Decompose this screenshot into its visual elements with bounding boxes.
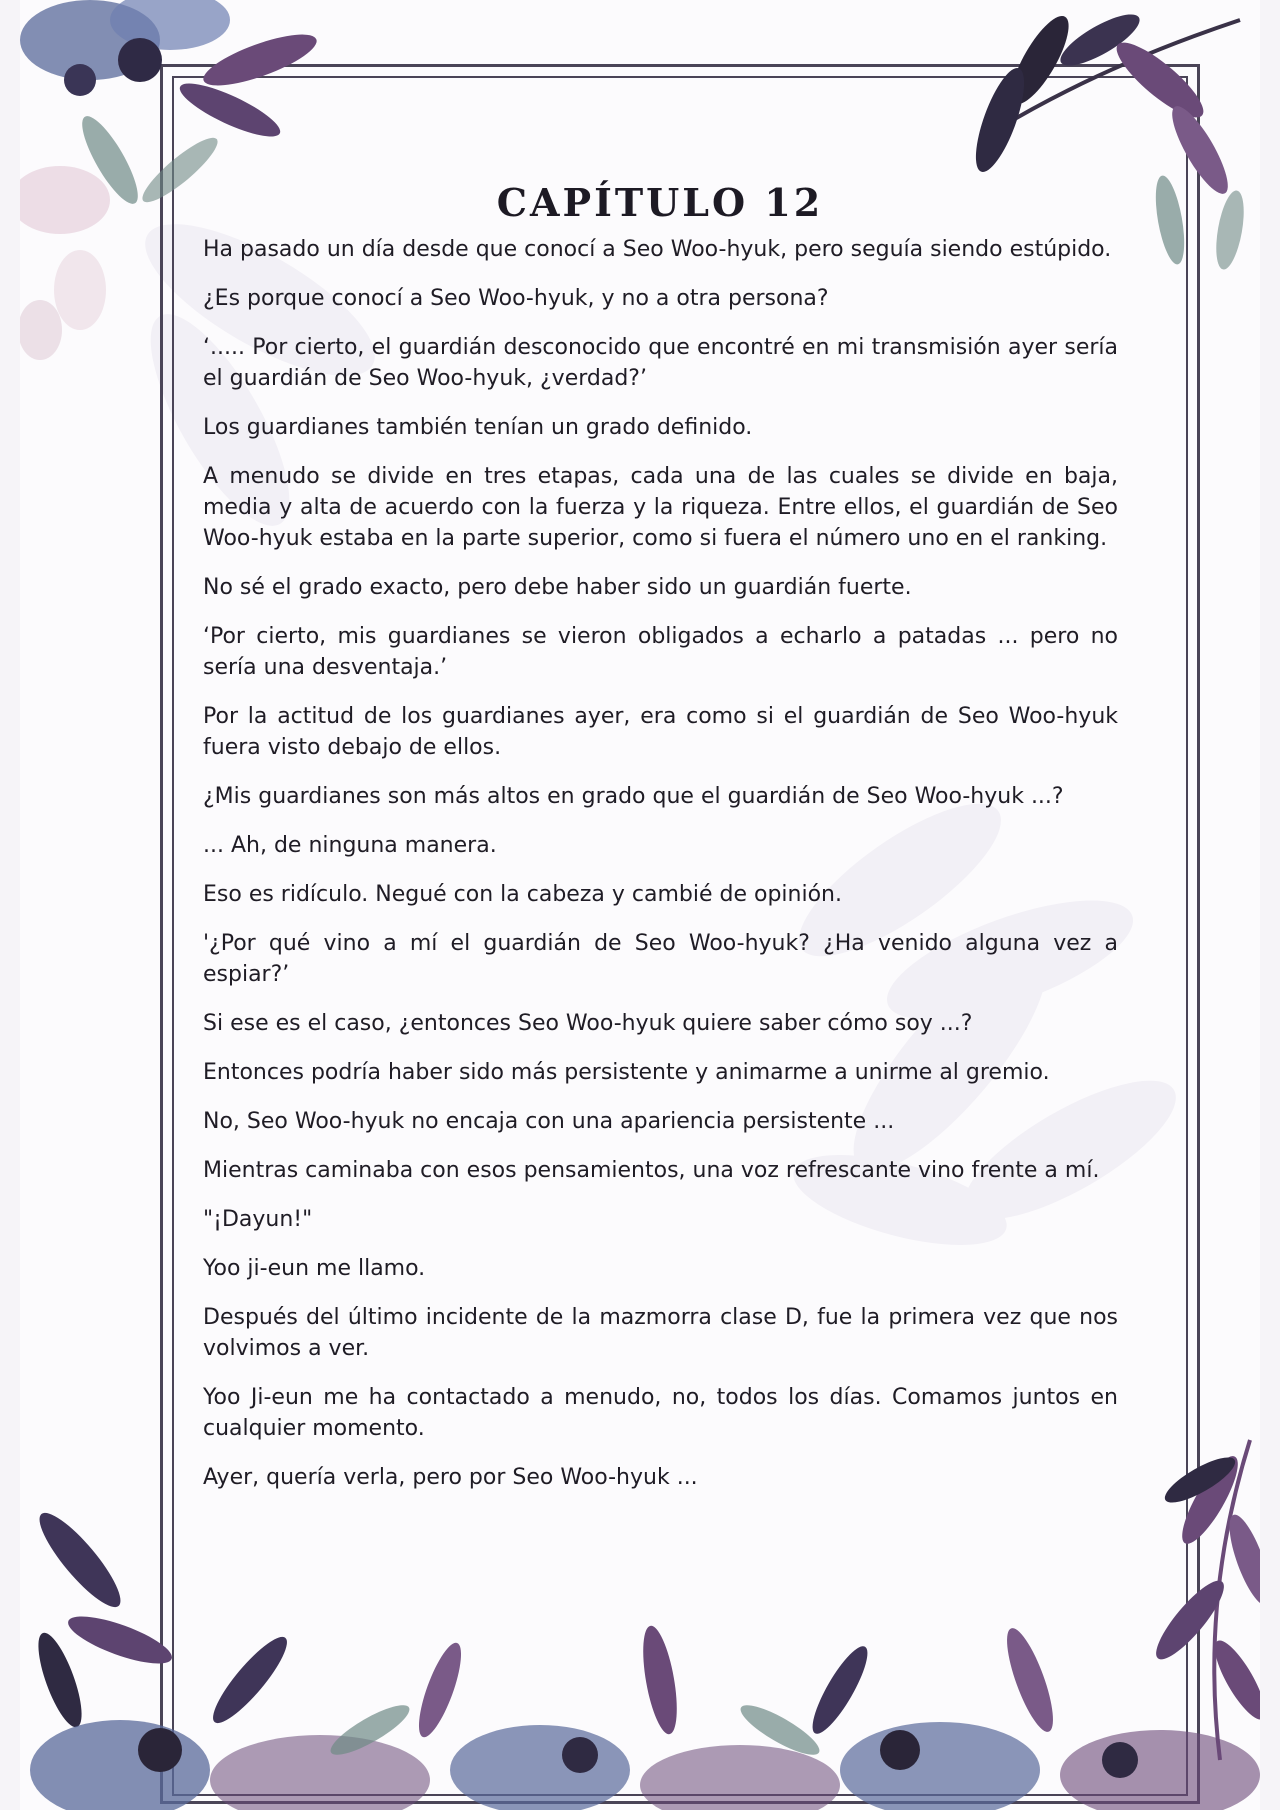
paragraph: ‘Por cierto, mis guardianes se vieron obligados a echarlo a patadas ... pero no sería una desventaja.’ bbox=[203, 624, 1118, 680]
paragraph: Mientras caminaba con esos pensamientos, una voz refrescante vino frente a mí. bbox=[203, 1158, 1100, 1183]
paragraph: Ha pasado un día desde que conocí a Seo Woo-hyuk, pero seguía siendo estúpido. bbox=[203, 237, 1112, 262]
paragraph: '¿Por qué vino a mí el guardián de Seo Woo-hyuk? ¿Ha venido alguna vez a espiar?’ bbox=[203, 931, 1118, 987]
chapter-title: CAPÍTULO 12 bbox=[496, 180, 824, 225]
paragraph: Después del último incidente de la mazmorra clase D, fue la primera vez que nos volvimos a ver. bbox=[203, 1305, 1118, 1361]
floral-decoration-bottom bbox=[20, 1570, 1260, 1810]
paragraph: Eso es ridículo. Negué con la cabeza y cambié de opinión. bbox=[203, 882, 842, 907]
paragraph: ... Ah, de ninguna manera. bbox=[203, 833, 497, 858]
paragraph: Si ese es el caso, ¿entonces Seo Woo-hyuk quiere saber cómo soy ...? bbox=[203, 1011, 973, 1036]
paragraph: ‘..... Por cierto, el guardián desconocido que encontré en mi transmisión ayer sería el guardián de Seo Woo-hyuk, ¿verdad?’ bbox=[203, 335, 1118, 391]
chapter-body bbox=[203, 234, 1118, 1511]
paragraph: Ayer, quería verla, pero por Seo Woo-hyuk ... bbox=[203, 1465, 698, 1490]
paragraph: Entonces podría haber sido más persistente y animarme a unirme al gremio. bbox=[203, 1060, 1050, 1085]
paragraph: Los guardianes también tenían un grado definido. bbox=[203, 415, 753, 440]
paragraph: ¿Es porque conocí a Seo Woo-hyuk, y no a otra persona? bbox=[203, 286, 829, 311]
paragraph: ¿Mis guardianes son más altos en grado que el guardián de Seo Woo-hyuk ...? bbox=[203, 784, 1064, 809]
paragraph: Yoo Ji-eun me ha contactado a menudo, no, todos los días. Comamos juntos en cualquier momento. bbox=[203, 1385, 1118, 1441]
paragraph: A menudo se divide en tres etapas, cada una de las cuales se divide en baja, media y alta de acuerdo con la fuerza y la riqueza. Entre ellos, el guardián de Seo Woo-hyuk estaba en la parte superior, como si fuera el número uno en el ranking. bbox=[203, 464, 1118, 551]
document-page bbox=[20, 0, 1260, 1810]
paragraph: No sé el grado exacto, pero debe haber sido un guardián fuerte. bbox=[203, 575, 912, 600]
paragraph: No, Seo Woo-hyuk no encaja con una apariencia persistente ... bbox=[203, 1109, 895, 1134]
paragraph: "¡Dayun!" bbox=[203, 1207, 313, 1232]
paragraph: Por la actitud de los guardianes ayer, era como si el guardián de Seo Woo-hyuk fuera visto debajo de ellos. bbox=[203, 704, 1118, 760]
paragraph: Yoo ji-eun me llamo. bbox=[203, 1256, 426, 1281]
